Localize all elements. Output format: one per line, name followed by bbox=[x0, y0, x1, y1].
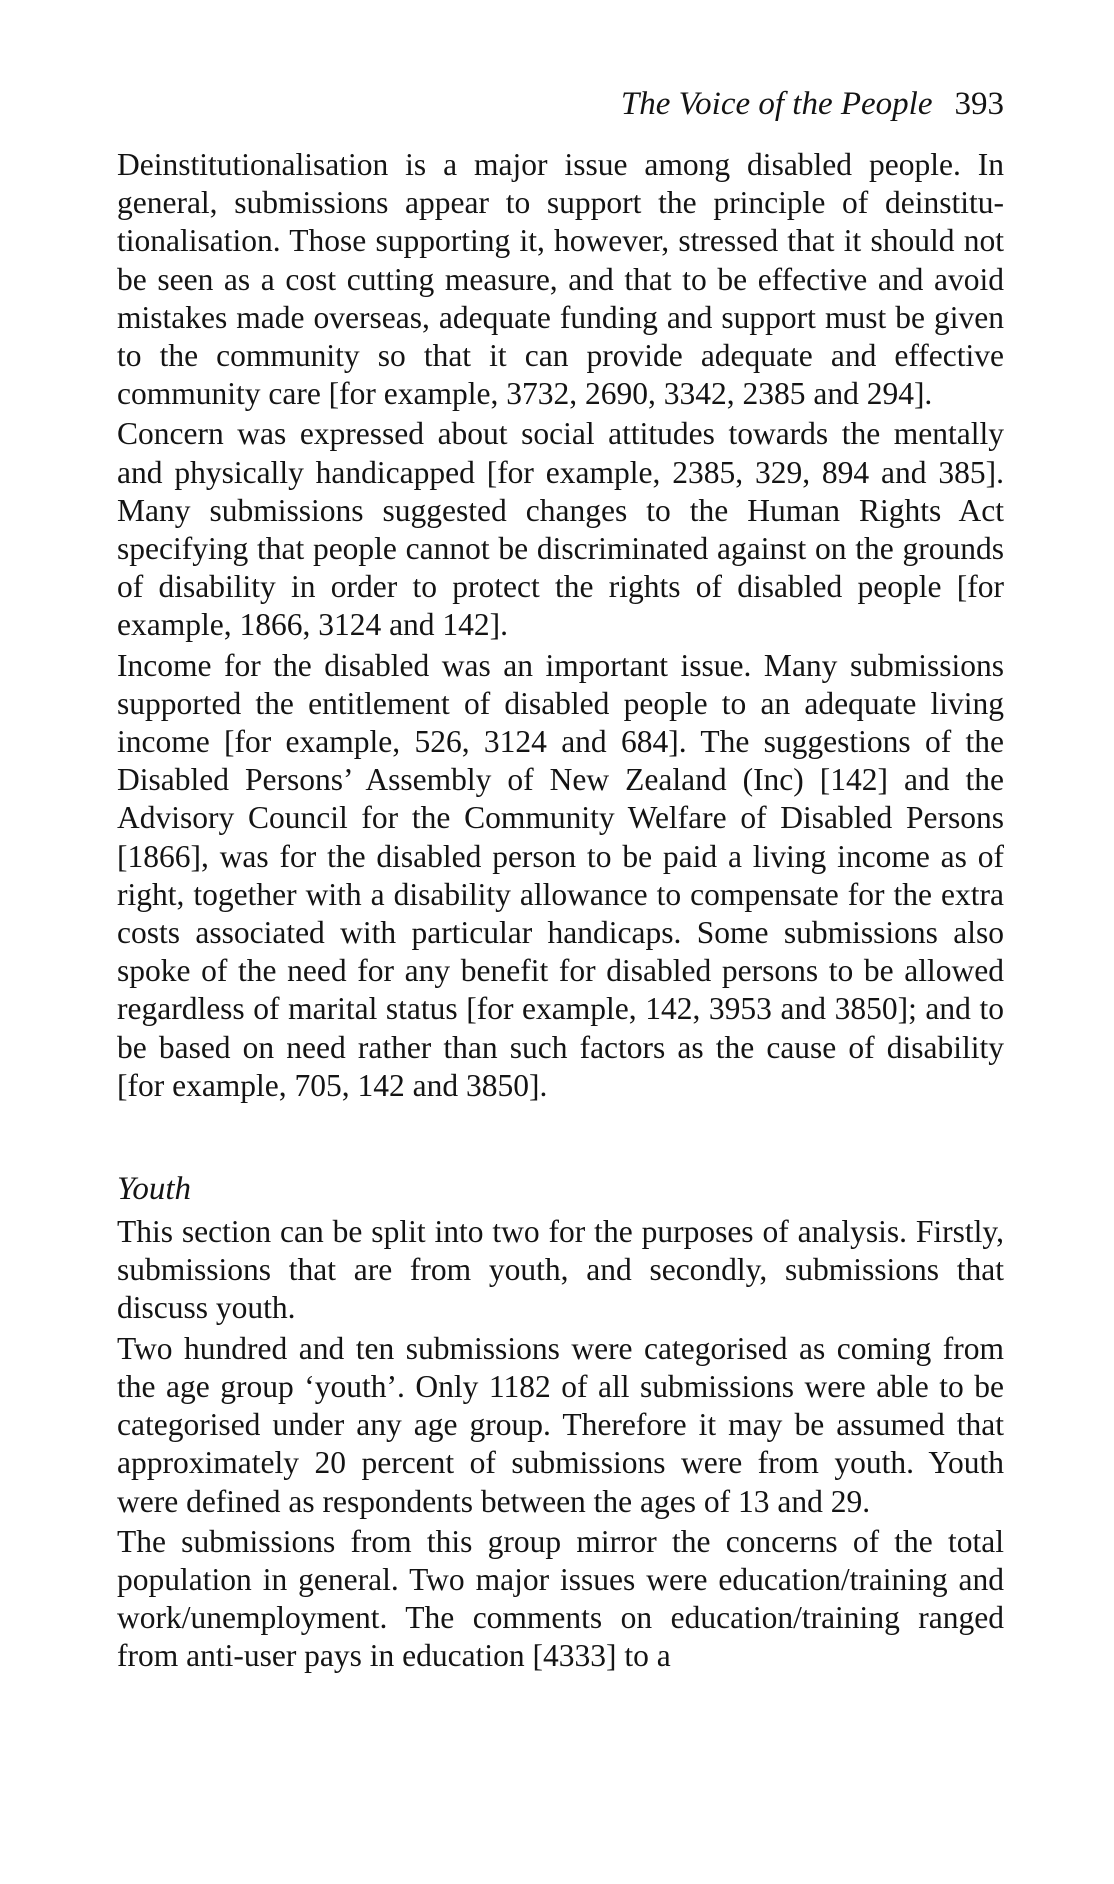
page-number: 393 bbox=[954, 86, 1004, 122]
paragraph-income: Income for the disabled was an important issue. Many submissions supported the entitlement of disabled people to an adequate living income [for example, 526, 3124 and 684]. The suggestions of the Disabled Persons’ Assembly of New Zealand (Inc) [142] and the Advisory Council for the Community Welfare of Disabled Persons [1866], was for the disabled person to be paid a living income as of right, together with a disability allowance to compensate for the extra costs associated with particular handicaps. Some submissions also spoke of the need for any benefit for disabled persons to be allowed regardless of marital status [for example, 142, 3953 and 3850]; and to be based on need rather than such factors as the cause of disability [for example, 705, 142 and 3850]. bbox=[117, 647, 1004, 1103]
body-text bbox=[117, 146, 1004, 1676]
paragraph-youth-count: Two hundred and ten submissions were categorised as coming from the age group ‘youth’. Only 1182 of all submissions were able to be categorised under any age group. Therefore it may be assumed that approximately 20 percent of submissions were from youth. Youth were defined as respondents between the ages of 13 and 29. bbox=[117, 1330, 1004, 1519]
paragraph-deinstitutionalisation: Deinstitutionalisation is a major issue among disabled people. In general, submissions appear to support the principle of deinstitutionalisation. Those supporting it, however, stressed that it should not be seen as a cost cutting measure, and that to be effective and avoid mistakes made overseas, adequate funding and support must be given to the community so that it can provide adequate and effective community care [for example, 3732, 2690, 3342, 2385 and 294]. bbox=[117, 147, 1004, 412]
paragraph-youth-concerns: The submissions from this group mirror the concerns of the total population in general. Two major issues were education/training and work/unemployment. The comments on education/training ranged from anti-user pays in education [4333] to a bbox=[117, 1523, 1004, 1674]
running-title: The Voice of the People bbox=[620, 86, 933, 122]
section-heading-youth: Youth bbox=[117, 1171, 191, 1208]
running-head bbox=[621, 84, 1004, 124]
paragraph-youth-intro: This section can be split into two for the purposes of analysis. Firstly, submissions that are from youth, and secondly, submissions that discuss youth. bbox=[117, 1214, 1004, 1326]
paragraph-social-attitudes: Concern was expressed about social attitudes towards the mentally and physically handicapped [for example, 2385, 329, 894 and 385]. Many submissions suggested changes to the Human Rights Act specifying that people cannot be discriminated against on the grounds of disability in order to protect the rights of disabled people [for example, 1866, 3124 and 142]. bbox=[117, 416, 1004, 643]
